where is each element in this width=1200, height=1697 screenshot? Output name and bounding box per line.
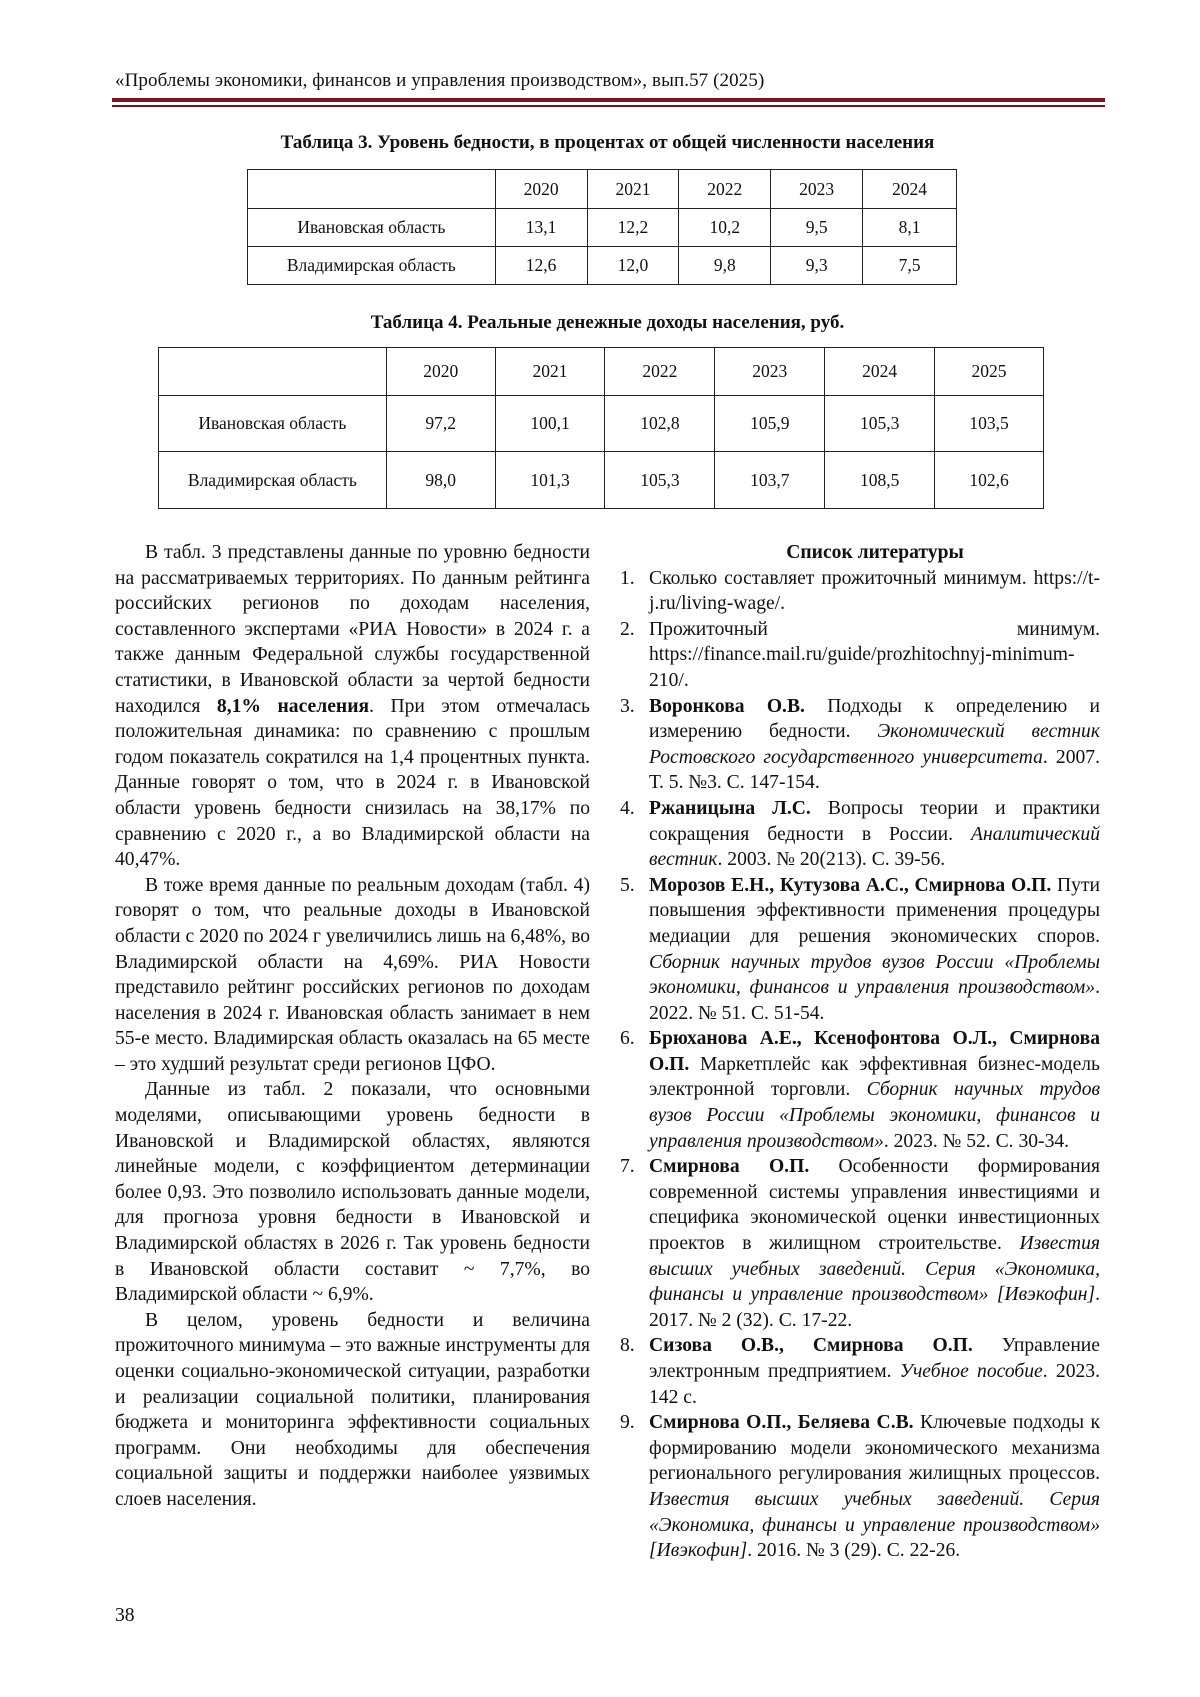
reference-tail: . 2016. № 3 (29). С. 22-26.	[747, 1540, 961, 1562]
references-title: Список литературы	[786, 542, 964, 563]
reference-text	[649, 873, 1100, 1027]
reference-source: Сборник научных трудов вузов России «Проблемы экономики, финансов и управления производством»	[649, 951, 1100, 999]
reference-number: 9.	[620, 1412, 635, 1434]
reference-number: 8.	[620, 1335, 635, 1357]
body-paragraph: В целом, уровень бедности и величина прожиточного минимума – это важные инструменты для оценки социально-экономической ситуации, разработки и реализации социальной политики, планирования бюджета и мониторинга эффективности социальных программ. Они необходимы для обеспечения социальной защиты и поддержки наиболее уязвимых слоев населения.	[115, 1309, 590, 1510]
reference-tail: . 2023. № 52. С. 30-34.	[883, 1130, 1070, 1152]
reference-authors: Воронкова О.В.	[649, 695, 805, 717]
reference-number: 6.	[620, 1028, 635, 1050]
reference-number: 7.	[620, 1156, 635, 1178]
table3-region-cell: Ивановская область	[248, 209, 496, 247]
reference-text: Вопросы теории и практики сокращения бедности в России.	[649, 797, 1100, 845]
reference-item	[620, 1026, 1100, 1154]
table4-region-cell: Ивановская область	[159, 396, 387, 452]
reference-item	[620, 1154, 1100, 1333]
reference-tail: . 2003. № 20(213). С. 39-56.	[717, 849, 946, 871]
table4-header-row	[159, 348, 1044, 396]
table3-year-cell: 2024	[863, 170, 957, 209]
table3-row	[248, 209, 957, 247]
table3-value-cell: 8,1	[863, 209, 957, 247]
table3-header-row	[248, 170, 957, 209]
reference-item	[620, 694, 1100, 796]
table3-year-cell: 2022	[679, 170, 771, 209]
table4-year-cell: 2022	[605, 348, 715, 396]
reference-text	[649, 1333, 1100, 1410]
body-text-column	[115, 540, 590, 1513]
table3-value-cell: 9,8	[679, 247, 771, 285]
table3-year-cell: 2020	[495, 170, 587, 209]
table3-corner-cell	[248, 170, 496, 209]
table3-year-cell: 2021	[587, 170, 679, 209]
reference-source: Известия высших учебных заведений. Серия «Экономика, финансы и управление производством» [Ивэкофин]	[649, 1233, 1100, 1306]
table4-value-cell: 105,3	[605, 452, 715, 509]
reference-item	[620, 796, 1100, 873]
table4-year-cell: 2023	[715, 348, 825, 396]
reference-item	[620, 873, 1100, 1027]
reference-item	[620, 1333, 1100, 1410]
reference-text	[649, 566, 1100, 617]
reference-item	[620, 1410, 1100, 1564]
reference-text: Ключевые подходы к формированию модели экономического механизма регионального регулирования жилищных процессов.	[649, 1412, 1100, 1485]
reference-authors: Смирнова О.П., Беляева С.В.	[649, 1412, 914, 1434]
reference-text: Управление электронным предприятием.	[649, 1335, 1100, 1382]
reference-text: Особенности формирования современной системы управления инвестициями и специфика экономической оценки инвестиционных проектов в жилищном строительстве.	[649, 1156, 1100, 1255]
reference-text: Сколько составляет прожиточный минимум. https://t-j.ru/living-wage/.	[649, 567, 1100, 615]
running-header: «Проблемы экономики, финансов и управления производством», вып.57 (2025)	[115, 70, 765, 91]
reference-item	[620, 566, 1100, 617]
table4-caption: Таблица 4. Реальные денежные доходы населения, руб.	[370, 312, 845, 333]
table3-value-cell: 9,5	[771, 209, 863, 247]
table3-value-cell: 9,3	[771, 247, 863, 285]
table3-value-cell: 13,1	[495, 209, 587, 247]
table4-value-cell: 103,5	[935, 396, 1044, 452]
reference-tail: . 2023. 142 с.	[649, 1361, 1100, 1408]
table4-corner-cell	[159, 348, 387, 396]
reference-source: Учебное пособие	[899, 1361, 1043, 1382]
table4-year-cell: 2021	[495, 348, 605, 396]
header-rule-thick	[112, 98, 1105, 102]
table3-value-cell: 7,5	[863, 247, 957, 285]
reference-source: Сборник научных трудов вузов России «Проблемы экономики, финансов и управления производством»	[649, 1079, 1101, 1152]
reference-text	[649, 796, 1100, 873]
table4-year-cell: 2020	[386, 348, 495, 396]
body-paragraph-text: В табл. 3 представлены данные по уровню бедности на рассматриваемых территориях. По данным рейтинга российских регионов по доходам населения, составленного экспертами «РИА Новости» в 2024 г. а также данным Федеральной службы государственной статистики, в Ивановской области за чертой бедности находился	[115, 542, 590, 717]
reference-number: 4.	[620, 797, 635, 819]
reference-text: Маркетплейс как эффективная бизнес-модель электронной торговли.	[649, 1053, 1100, 1101]
body-paragraph-text: . При этом отмечалась положительная динамика: по сравнению с прошлым годом показатель сократился на 1,4 процентных пункта. Данные говорят о том, что в 2024 г. в Ивановской области уровень бедности снизилась на 38,17% по сравнению с 2020 г., а во Владимирской области на 40,47%.	[115, 695, 590, 871]
reference-source: Аналитический вестник	[649, 823, 1100, 871]
table3-year-cell: 2023	[771, 170, 863, 209]
table4-value-cell: 105,3	[825, 396, 935, 452]
table4-year-cell: 2025	[935, 348, 1044, 396]
table4-value-cell: 98,0	[386, 452, 495, 509]
table3-value-cell: 10,2	[679, 209, 771, 247]
table4-value-cell: 102,6	[935, 452, 1044, 509]
body-paragraph-bold: 8,1% населения	[216, 695, 370, 717]
table3-row	[248, 247, 957, 285]
references-column	[620, 540, 1100, 1564]
reference-source: Экономический вестник Ростовского государственного университета	[649, 721, 1101, 768]
reference-number: 1.	[620, 567, 635, 589]
reference-text: Прожиточный минимум. https://finance.mail.ru/guide/prozhitochnyj-minimum-210/.	[649, 618, 1100, 691]
reference-number: 5.	[620, 874, 635, 896]
reference-text	[649, 1154, 1100, 1333]
reference-authors: Брюханова А.Е., Ксенофонтова О.Л., Смирнова О.П.	[649, 1028, 1100, 1075]
reference-text	[649, 1410, 1100, 1564]
reference-text: Подходы к определению и измерению бедности.	[649, 695, 1100, 743]
references-list	[620, 566, 1100, 1564]
reference-text	[649, 694, 1100, 796]
reference-tail: . 2022. № 51. С. 51-54.	[649, 977, 1100, 1024]
reference-text	[649, 617, 1100, 694]
table4-row	[159, 452, 1044, 509]
reference-number: 3.	[620, 695, 635, 717]
table4	[158, 347, 1044, 509]
reference-text	[649, 1026, 1100, 1154]
table3-value-cell: 12,6	[495, 247, 587, 285]
table4-value-cell: 100,1	[495, 396, 605, 452]
reference-tail: . 2017. № 2 (32). С. 17-22.	[649, 1284, 1100, 1331]
reference-authors: Смирнова О.П.	[649, 1156, 810, 1178]
reference-tail: . 2007. Т. 5. №3. С. 147-154.	[649, 746, 1100, 794]
table3-value-cell: 12,2	[587, 209, 679, 247]
table4-value-cell: 102,8	[605, 396, 715, 452]
reference-number: 2.	[620, 618, 635, 640]
header-rule-thin	[112, 105, 1105, 107]
reference-authors: Ржаницына Л.С.	[649, 797, 811, 819]
table4-row	[159, 396, 1044, 452]
table4-value-cell: 105,9	[715, 396, 825, 452]
table3-value-cell: 12,0	[587, 247, 679, 285]
table4-value-cell: 103,7	[715, 452, 825, 509]
table3-region-cell: Владимирская область	[248, 247, 496, 285]
body-paragraph	[115, 540, 590, 873]
reference-text: Пути повышения эффективности применения процедуры медиации для решения экономических споров.	[649, 874, 1100, 947]
reference-item	[620, 617, 1100, 694]
body-paragraph: Данные из табл. 2 показали, что основными моделями, описывающими уровень бедности в Ивановской и Владимирской областях, являются линейные модели, с коэффициентом детерминации более 0,93. Это позволило использовать данные модели, для прогноза уровня бедности в Ивановской и Владимирской областях в 2026 г. Так уровень бедности в Ивановской области составит ~ 7,7%, во Владимирской области ~ 6,9%.	[115, 1079, 590, 1306]
table4-value-cell: 97,2	[386, 396, 495, 452]
table4-value-cell: 101,3	[495, 452, 605, 509]
table4-value-cell: 108,5	[825, 452, 935, 509]
reference-authors: Сизова О.В., Смирнова О.П.	[649, 1335, 973, 1357]
reference-authors: Морозов Е.Н., Кутузова А.С., Смирнова О.П.	[649, 874, 1052, 896]
body-paragraph: В тоже время данные по реальным доходам (табл. 4) говорят о том, что реальные доходы в Ивановской области с 2020 по 2024 г увеличились лишь на 6,48%, во Владимирской области на 4,69%. РИА Новости представило рейтинг российских регионов по доходам населения в 2024 г. Ивановская область занимает в нем 55-е место. Владимирская область оказалась на 65 месте – это худший результат среди регионов ЦФО.	[115, 874, 590, 1075]
table3-caption: Таблица 3. Уровень бедности, в процентах от общей численности населения	[280, 132, 935, 153]
reference-source: Известия высших учебных заведений. Серия «Экономика, финансы и управление производством» [Ивэкофин]	[649, 1488, 1100, 1562]
table3	[247, 169, 957, 285]
table4-year-cell: 2024	[825, 348, 935, 396]
page-number: 38	[115, 1605, 135, 1626]
table4-region-cell: Владимирская область	[159, 452, 387, 509]
